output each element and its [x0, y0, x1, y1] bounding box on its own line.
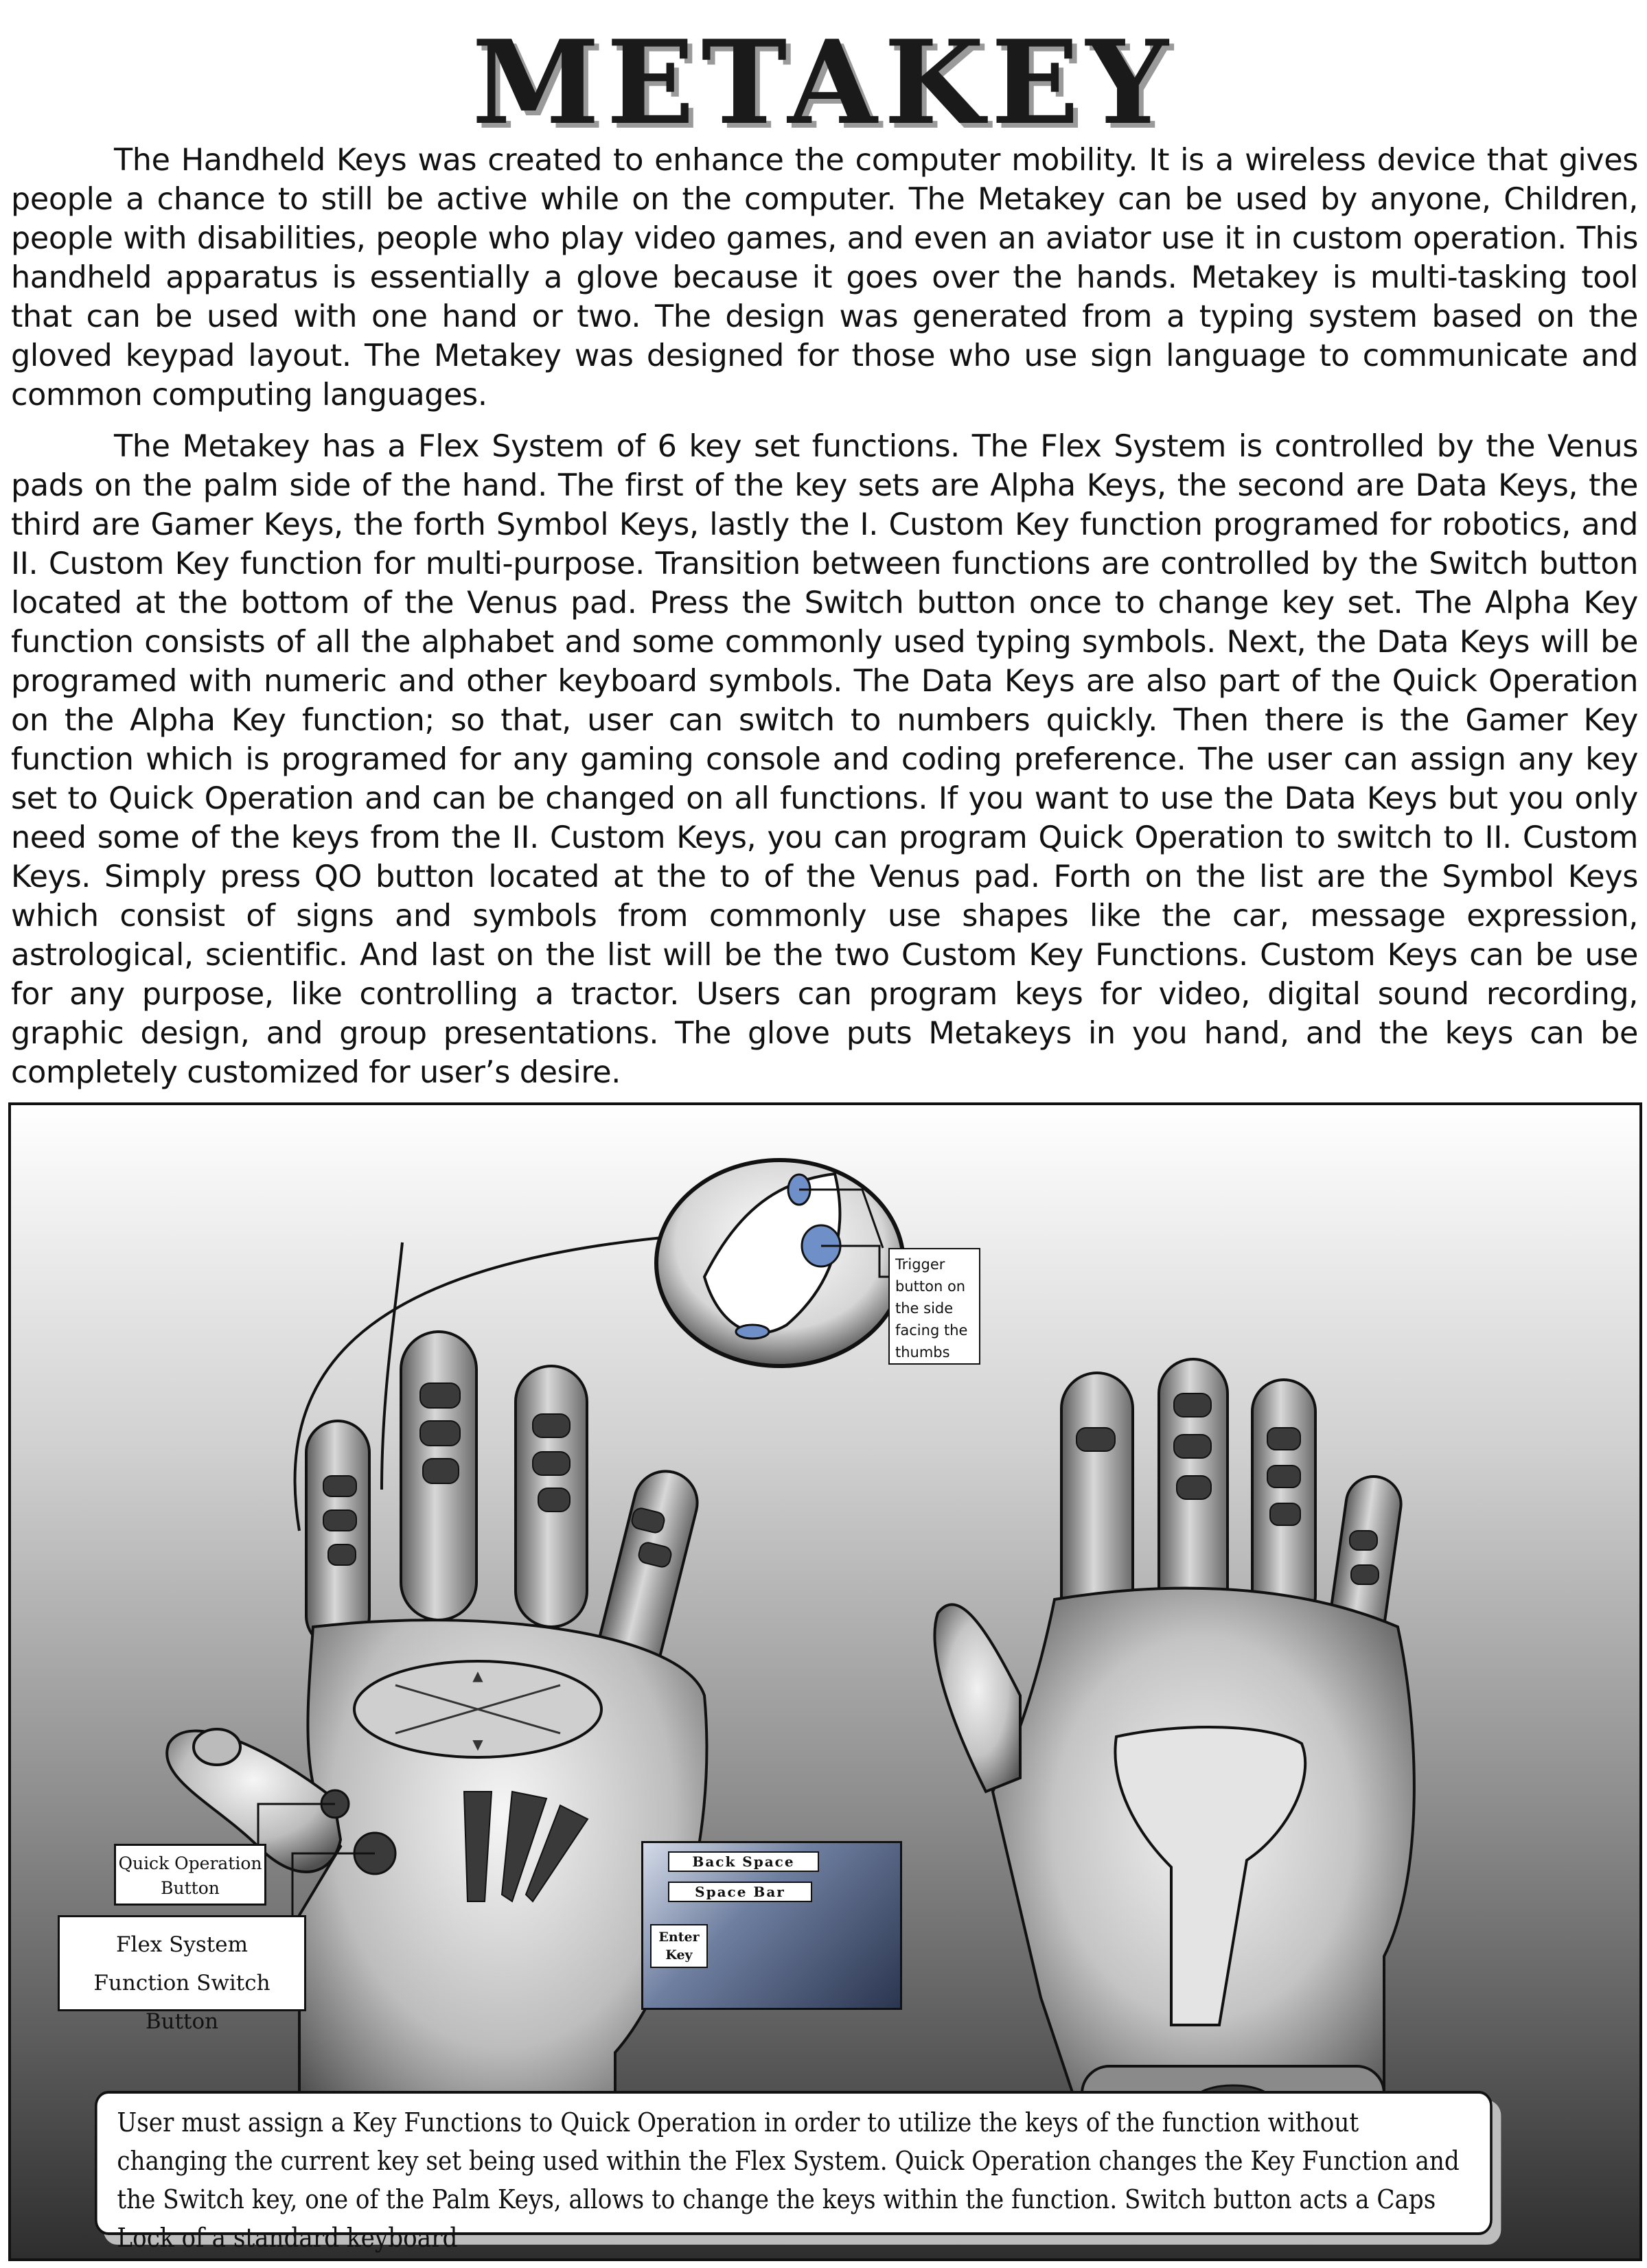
- usage-note: User must assign a Key Functions to Quick Operation in order to utilize the keys of the function without changing the current key set being used within the Flex System. Quick Operation changes the Key Function and the Switch key, one of the Palm Keys, allows to change the keys within the function. Switch button acts a Caps Lock of a standard keyboard: [95, 2091, 1493, 2235]
- glove-illustration: [8, 1102, 1642, 2261]
- left-thumb-pad: [194, 1729, 240, 1765]
- quick-operation-label: Quick Operation Button: [114, 1844, 266, 1906]
- trigger-bubble: [656, 1160, 903, 1366]
- left-glove: [167, 1332, 706, 2176]
- svg-text:▼: ▼: [472, 1736, 483, 1752]
- left-finger-pinky: [306, 1421, 369, 1647]
- glove-cable-inner: [382, 1242, 402, 1490]
- right-glove: [934, 1359, 1414, 2135]
- enter-key-label: Enter Key: [650, 1924, 708, 1968]
- flex-label-line1: Flex System: [116, 1932, 248, 1957]
- right-thumb: [934, 1604, 1020, 1792]
- page-title: METAKEY: [472, 14, 1175, 150]
- back-space-label: Back Space: [668, 1851, 819, 1872]
- flex-system-paragraph: The Metakey has a Flex System of 6 key set functions. The Flex System is controlled by the Venus pads on the palm side of the hand. The first of the key sets are Alpha Keys, the second are Data Keys, the third are Gamer Keys, the forth Symbol Keys, lastly the I. Custom Key function programed for robotics, and II. Custom Key function for multi-purpose. Transition between functions are controlled by the Switch button located at the bottom of the Venus pad. Press the Switch button once to change key set. The Alpha Key function consists of all the alphabet and some commonly used typing symbols. Next, the Data Keys will be programed with numeric and other keyboard symbols. The Data Keys are also part of the Quick Operation on the Alpha Key function; so that, user can switch to numbers quickly. Then there is the Gamer Key function which is programed for any gaming console and coding preference. The user can assign any key set to Quick Operation and can be changed on all functions. If you want to use the Data Keys but you only need some of the keys from the II. Custom Keys, you can program Quick Operation to switch to II. Custom Keys. Simply press QO button located at the to of the Venus pad. Forth on the list are the Symbol Keys which consist of signs and symbols from commonly use shapes like the car, message expression, astrological, scientific. And last on the list will be the two Custom Key Functions. Custom Keys can be use for any purpose, like controlling a tractor. Users can program keys for video, digital sound recording, graphic design, and group presentations. The glove puts Metakeys in you hand, and the keys can be completely customized for user’s desire.: [11, 429, 1638, 1090]
- intro-paragraph: The Handheld Keys was created to enhance the computer mobility. It is a wireless device that gives people a chance to still be active while on the computer. The Metakey can be used by anyone, Children, people with disabilities, people who play video games, and even an aviator use it in custom operation. This handheld apparatus is essentially a glove because it goes over the hands. Metakey is multi-tasking tool that can be used with one hand or two. The design was generated from a typing system based on the gloved keypad layout. The Metakey was designed for those who use sign language to communicate and common computing languages.: [11, 143, 1638, 413]
- flex-system-label: [58, 1915, 306, 2034]
- svg-text:▲: ▲: [472, 1667, 483, 1684]
- key-inset: [641, 1841, 902, 2010]
- glove-scene: [11, 1105, 1639, 2258]
- left-finger-keys: [323, 1383, 673, 1569]
- trigger-button-label: Trigger button on the side facing the thumbs: [888, 1248, 980, 1365]
- flex-label-line2: Function Switch Button: [93, 1971, 270, 2034]
- space-bar-label: Space Bar: [668, 1882, 812, 1902]
